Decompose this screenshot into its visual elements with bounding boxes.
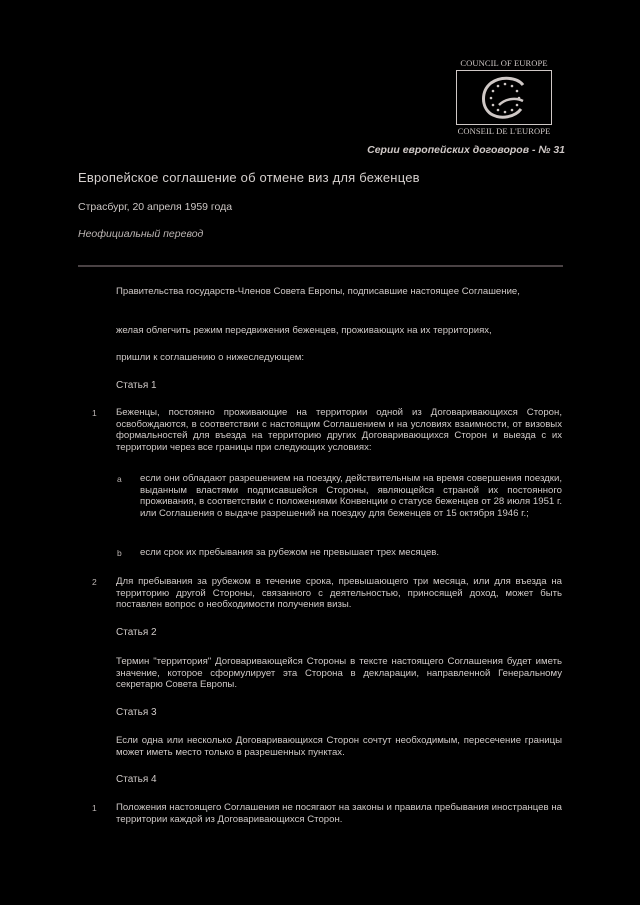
article-heading: Статья 3 xyxy=(116,707,157,718)
item-letter: a xyxy=(117,474,122,484)
article-item: если срок их пребывания за рубежом не превышает трех месяцев. xyxy=(140,547,440,558)
treaty-series-label: Серии европейских договоров - № 31 xyxy=(367,144,565,156)
document-title: Европейское соглашение об отмене виз для беженцев xyxy=(78,170,420,185)
article-heading: Статья 4 xyxy=(116,774,157,785)
article-item: если они обладают разрешением на поездку, действительным на время совершения поездки, выданным властями подписавшейся Стороны, являющейся страной их постоянного проживания, в соответствии с положениями Конвенции о статусе беженцев от 28 июля 1951 г. или Соглашения о выдаче разрешений на поездку для беженцев от 15 октября 1946 г.; xyxy=(140,473,562,519)
article-heading: Статья 1 xyxy=(116,380,157,391)
article-paragraph: Положения настоящего Соглашения не посягают на законы и правила пребывания иностранцев на территории каждой из Договаривающихся Сторон. xyxy=(116,802,562,825)
item-letter: b xyxy=(117,548,122,558)
article-paragraph: Термин "территория" Договаривающейся Стороны в тексте настоящего Соглашения будет иметь значение, которое сформулирует эта Сторона в декларации, направленной Генеральному секретарю Совета Европы. xyxy=(116,656,562,691)
place-date: Страсбург, 20 апреля 1959 года xyxy=(78,201,233,213)
council-of-europe-emblem-icon xyxy=(456,70,552,125)
paragraph-number: 2 xyxy=(92,577,97,587)
article-paragraph: Если одна или несколько Договаривающихся Сторон сочтут необходимым, пересечение границы может иметь место только в разрешенных пунктах. xyxy=(116,735,562,758)
article-heading: Статья 2 xyxy=(116,627,157,638)
paragraph-number: 1 xyxy=(92,408,97,418)
council-of-europe-logo xyxy=(452,58,556,138)
logo-top-text: COUNCIL OF EUROPE xyxy=(460,58,548,68)
header-divider xyxy=(78,265,563,267)
paragraph-number: 1 xyxy=(92,803,97,813)
article-paragraph: Беженцы, постоянно проживающие на территории одной из Договаривающихся Сторон, освобождаются, в соответствии с настоящим Соглашением и на условиях взаимности, от визовых формальностей для въезда на территорию других Договаривающихся Сторон и выезда с их территории через все границы при следующих условиях: xyxy=(116,407,562,453)
preamble-paragraph: Правительства государств-Членов Совета Европы, подписавшие настоящее Соглашение, xyxy=(116,286,520,297)
article-paragraph: Для пребывания за рубежом в течение срока, превышающего три месяца, или для въезда на территорию другой Стороны, связанного с деятельностью, приносящей доход, может быть поставлен вопрос о необходимости получения визы. xyxy=(116,576,562,611)
preamble-paragraph: желая облегчить режим передвижения беженцев, проживающих на их территориях, xyxy=(116,325,492,336)
logo-bottom-text: CONSEIL DE L'EUROPE xyxy=(457,126,551,136)
translation-note: Неофициальный перевод xyxy=(78,228,204,240)
preamble-paragraph: пришли к соглашению о нижеследующем: xyxy=(116,352,304,363)
